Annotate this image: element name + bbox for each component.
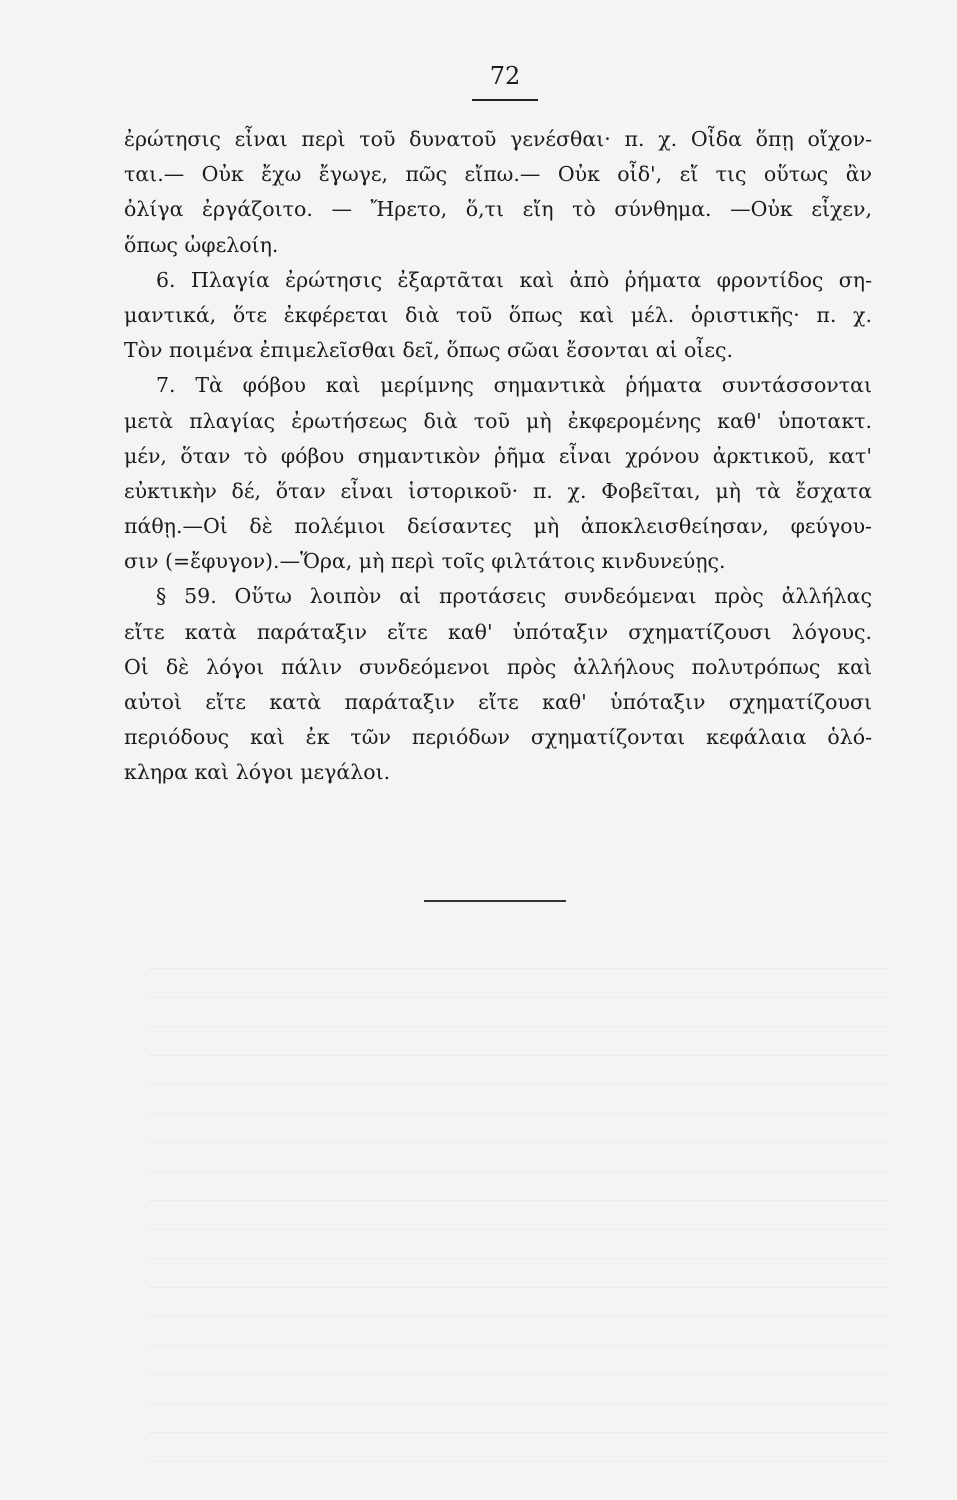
text-line: ται.— Οὐκ ἔχω ἔγωγε, πῶς εἴπω.— Οὐκ οἶδ', εἴ τις οὕτως ἂν xyxy=(124,162,872,187)
text-line: μαντικά, ὅτε ἐκφέρεται διὰ τοῦ ὅπως καὶ μέλ. ὁριστικῆς· π. χ. xyxy=(124,302,872,327)
text-line: Οἱ δὲ λόγοι πάλιν συνδεόμενοι πρὸς ἀλλήλους πολυτρόπως καὶ xyxy=(124,654,872,679)
text-line: § 59. Οὕτω λοιπὸν αἱ προτάσεις συνδεόμεναι πρὸς ἀλλήλας xyxy=(156,584,872,609)
body-text xyxy=(124,122,872,791)
text-line: 6. Πλαγία ἐρώτησις ἐξαρτᾶται καὶ ἀπὸ ῥήματα φροντίδος ση- xyxy=(156,267,872,292)
text-line: μετὰ πλαγίας ἐρωτήσεως διὰ τοῦ μὴ ἐκφερομένης καθ' ὑποτακτ. xyxy=(124,408,872,433)
text-line: ἐρώτησις εἶναι περὶ τοῦ δυνατοῦ γενέσθαι· π. χ. Οἶδα ὅπῃ οἴχον- xyxy=(124,127,872,151)
text-line: σιν (=ἔφυγον).—Ὅρα, μὴ περὶ τοῖς φιλτάτοις κινδυνεύῃς. xyxy=(124,549,726,574)
closing-rule xyxy=(424,900,566,902)
page-number: 72 xyxy=(489,62,521,90)
text-line: μέν, ὅταν τὸ φόβου σημαντικὸν ῥῆμα εἶναι χρόνου ἀρκτικοῦ, κατ' xyxy=(124,443,872,468)
text-line: Τὸν ποιμένα ἐπιμελεῖσθαι δεῖ, ὅπως σῶαι ἔσονται αἱ οἶες. xyxy=(124,338,734,363)
text-line: ὀλίγα ἐργάζοιτο. — Ἤρετο, ὅ,τι εἴη τὸ σύνθημα. —Οὐκ εἶχεν, xyxy=(124,197,872,222)
text-line: εὐκτικὴν δέ, ὅταν εἶναι ἱστορικοῦ· π. χ. Φοβεῖται, μὴ τὰ ἔσχατα xyxy=(124,478,872,503)
bleed-through-texture xyxy=(150,940,890,1462)
text-line: ὅπως ὠφελοίη. xyxy=(124,232,279,257)
page-number-rule xyxy=(472,99,538,101)
text-line: περιόδους καὶ ἐκ τῶν περιόδων σχηματίζονται κεφάλαια ὁλό- xyxy=(124,725,872,750)
text-line: πάθῃ.—Οἱ δὲ πολέμιοι δείσαντες μὴ ἀποκλεισθείησαν, φεύγου- xyxy=(124,514,872,539)
text-line: κληρα καὶ λόγοι μεγάλοι. xyxy=(124,760,391,785)
text-line: εἴτε κατὰ παράταξιν εἴτε καθ' ὑπόταξιν σχηματίζουσι λόγους. xyxy=(124,619,872,644)
text-line: 7. Τὰ φόβου καὶ μερίμνης σημαντικὰ ῥήματα συντάσσονται xyxy=(156,373,872,398)
text-line: αὐτοὶ εἴτε κατὰ παράταξιν εἴτε καθ' ὑπόταξιν σχηματίζουσι xyxy=(124,690,872,714)
